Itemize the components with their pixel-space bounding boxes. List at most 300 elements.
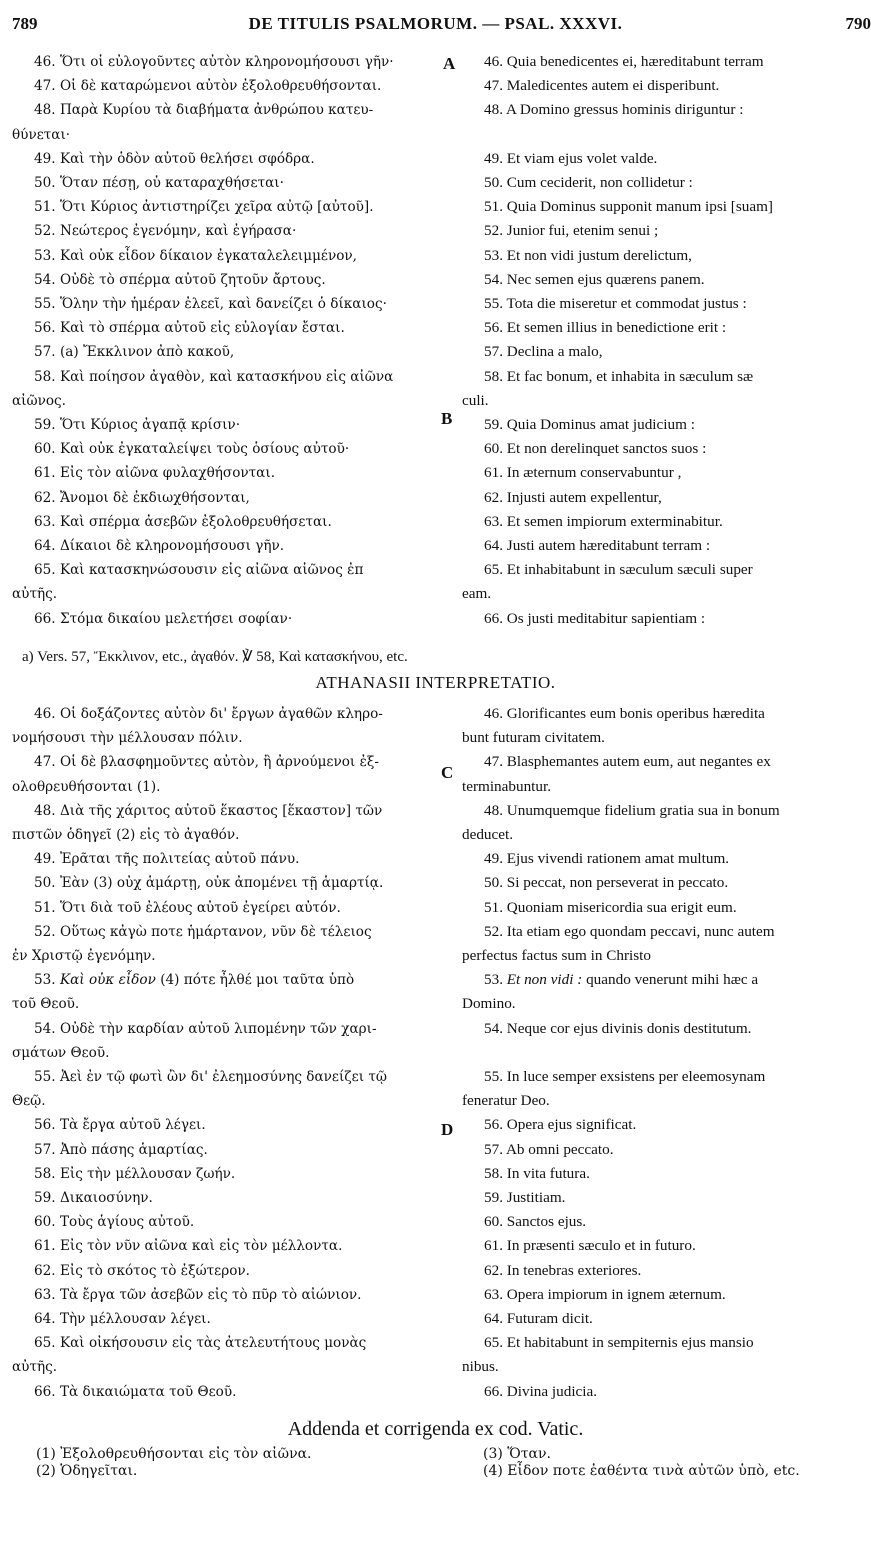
verse-text: Οὕτως κἀγὼ ποτε ἡμάρτανον, νῦν δὲ τέλειος — [59, 923, 372, 940]
verse-text: In luce semper exsistens per eleemosynam — [506, 1068, 766, 1086]
greek-line — [12, 1283, 440, 1307]
footnotes-right — [483, 1446, 800, 1480]
verse-text: Θεῷ. — [12, 1093, 46, 1110]
verse-text: A Domino gressus hominis diriguntur : — [505, 101, 744, 119]
verse-number: 61. — [34, 1238, 60, 1255]
verse-text: Καὶ ποίησον ἀγαθὸν, καὶ κατασκήνου εἰς αἰῶνα — [59, 368, 394, 385]
page-header — [0, 14, 871, 40]
greek-line — [12, 1041, 440, 1065]
latin-line — [462, 316, 871, 340]
latin-line — [462, 871, 871, 895]
verse-number: 57. — [34, 344, 60, 361]
verse-number: 47. — [34, 754, 60, 771]
verse-text: In vita futura. — [506, 1164, 590, 1182]
verse-text: Nec semen ejus quærens panem. — [506, 270, 705, 288]
latin-line — [462, 486, 871, 510]
latin-line — [462, 413, 871, 437]
verse-text: Καὶ σπέρμα ἀσεβῶν ἐξολοθρευθήσεται. — [59, 513, 332, 530]
verse-number: 60. — [484, 1213, 507, 1231]
greek-line — [12, 1162, 440, 1186]
greek-line — [12, 1089, 440, 1113]
verse-number: 51. — [484, 198, 507, 216]
footnotes-left — [36, 1446, 311, 1480]
greek-line — [12, 147, 440, 171]
latin-line — [462, 534, 871, 558]
latin-line — [462, 1186, 871, 1210]
latin-line — [462, 992, 871, 1016]
verse-number: 58. — [484, 367, 507, 385]
verse-text: Οἱ δὲ καταρώμενοι αὐτὸν ἐξολοθρευθήσονται. — [59, 78, 382, 95]
verse-number: 65. — [484, 561, 507, 579]
verse-number: 62. — [484, 488, 507, 506]
verse-text: Οὐδὲ τὸ σπέρμα αὐτοῦ ζητοῦν ἄρτους. — [59, 271, 326, 288]
verse-text: bunt futuram civitatem. — [462, 729, 605, 747]
verse-text: Ἀπὸ πάσης ἁμαρτίας. — [59, 1141, 208, 1158]
verse-number: 56. — [34, 320, 60, 337]
greek-line — [12, 244, 440, 268]
verse-number: 57. — [34, 1141, 60, 1158]
footnote-2: (2) Ὁδηγεῖται. — [36, 1463, 138, 1479]
latin-line — [462, 1259, 871, 1283]
verse-text: Ab omni peccato. — [505, 1140, 614, 1158]
verse-number: 46. — [484, 53, 507, 70]
latin-line — [462, 582, 871, 606]
greek-line — [12, 1355, 440, 1379]
verse-text: Blasphemantes autem eum, aut negantes ex — [506, 753, 771, 771]
latin-line — [462, 1017, 871, 1041]
verse-text: Καὶ τὸ σπέρμα αὐτοῦ εἰς εὐλογίαν ἔσται. — [59, 320, 345, 337]
latin-line — [462, 607, 871, 631]
greek-line — [12, 1113, 440, 1137]
latin-line — [462, 1089, 871, 1113]
latin-line — [462, 1113, 871, 1137]
verse-number: 46. — [484, 705, 507, 722]
verse-text: Στόμα δικαίου μελετήσει σοφίαν· — [59, 610, 293, 627]
verse-number: 58. — [484, 1164, 507, 1182]
latin-line — [462, 510, 871, 534]
greek-text-bottom — [12, 702, 440, 1404]
verse-text: ἐν Χριστῷ ἐγενόμην. — [12, 948, 156, 965]
verse-text: σμάτων Θεοῦ. — [12, 1044, 110, 1061]
verse-text: νομήσουσι τὴν μέλλουσαν πόλιν. — [12, 730, 243, 747]
latin-line — [462, 1041, 871, 1065]
greek-line — [12, 775, 440, 799]
greek-line — [12, 871, 440, 895]
verse-text: Τὰ δικαιώματα τοῦ Θεοῦ. — [59, 1383, 237, 1400]
verse-number: 48. — [484, 801, 507, 819]
verse-number: 60. — [34, 1214, 60, 1231]
verse-text: Τὰ ἔργα αὐτοῦ λέγει. — [59, 1117, 206, 1134]
verse-number: 63. — [34, 1286, 60, 1303]
verse-text: Ὅτι διὰ τοῦ ἐλέους αὐτοῦ ἐγείρει αὐτόν. — [59, 899, 341, 916]
verse-text: Cum ceciderit, non collidetur : — [506, 174, 693, 192]
greek-line — [12, 486, 440, 510]
latin-line — [462, 558, 871, 582]
verse-number: 64. — [34, 1311, 60, 1328]
latin-line — [462, 1355, 871, 1379]
verse-text: Καὶ οὐκ εἶδον (4) πότε ἦλθέ μοι ταῦτα ὑπὸ — [59, 972, 355, 989]
verse-number: 59. — [34, 1190, 60, 1207]
verse-text: Os justi meditabitur sapientiam : — [506, 609, 706, 627]
latin-line — [462, 1307, 871, 1331]
verse-number: 62. — [34, 1262, 60, 1279]
latin-line — [462, 1380, 871, 1404]
verse-number: 61. — [34, 465, 60, 482]
verse-number: 61. — [484, 1237, 507, 1255]
latin-line — [462, 123, 871, 147]
latin-line — [462, 968, 871, 992]
verse-text: Ἄνομοι δὲ ἐκδιωχθήσονται, — [59, 489, 250, 506]
latin-line — [462, 944, 871, 968]
greek-line — [12, 750, 440, 774]
verse-text: Justi autem hæreditabunt terram : — [506, 537, 711, 555]
latin-line — [462, 50, 871, 74]
verse-text: Εἰς τὸ σκότος τὸ ἐξώτερον. — [59, 1262, 250, 1279]
section-title: ATHANASII INTERPRETATIO. — [315, 673, 556, 692]
latin-line — [462, 702, 871, 726]
greek-line — [12, 171, 440, 195]
latin-line — [462, 365, 871, 389]
verse-text: Et viam ejus volet valde. — [506, 149, 658, 167]
verse-text: αὐτῆς. — [12, 586, 58, 603]
verse-text: nibus. — [462, 1358, 499, 1376]
verse-number: 64. — [484, 1310, 507, 1328]
verse-text: Et non vidi : quando venerunt mihi hæc a — [506, 971, 759, 989]
verse-number: 62. — [484, 1261, 507, 1279]
verse-number: 62. — [34, 489, 60, 506]
footnote-4: (4) Εἶδον ποτε ἐαθέντα τινὰ αὐτῶν ὑπὸ, etc. — [483, 1463, 800, 1479]
greek-line — [12, 799, 440, 823]
latin-line — [462, 799, 871, 823]
verse-text: Καὶ οὐκ εἶδον δίκαιον ἐγκαταλελειμμένον, — [59, 247, 358, 264]
margin-marker-c: C — [441, 763, 454, 782]
verse-text: Et non vidi justum derelictum, — [506, 246, 692, 264]
verse-text: Εἰς τὴν μέλλουσαν ζωήν. — [59, 1165, 236, 1182]
verse-text: deducet. — [462, 826, 514, 844]
verse-text: eam. — [462, 585, 492, 603]
latin-line — [462, 219, 871, 243]
verse-number: 53. — [484, 971, 507, 989]
verse-text: Δικαιοσύνην. — [59, 1190, 153, 1207]
verse-number: 65. — [34, 562, 60, 579]
verse-number: 66. — [34, 610, 60, 627]
greek-line — [12, 1186, 440, 1210]
verse-number: 56. — [34, 1117, 60, 1134]
verse-text: Divina judicia. — [506, 1382, 598, 1400]
verse-text: Ὅτι Κύριος ἀγαπᾷ κρίσιν· — [59, 417, 241, 434]
verse-number: 63. — [484, 1285, 507, 1303]
verse-number: 64. — [484, 537, 507, 555]
latin-line — [462, 750, 871, 774]
verse-number: 52. — [484, 922, 507, 940]
latin-line — [462, 98, 871, 122]
greek-line — [12, 365, 440, 389]
greek-line — [12, 920, 440, 944]
verse-text: αἰῶνος. — [12, 392, 66, 409]
verse-number: 63. — [34, 513, 60, 530]
verse-number: 46. — [34, 706, 60, 722]
verse-text: Τοὺς ἁγίους αὐτοῦ. — [59, 1214, 195, 1231]
verse-text: Declina a malo, — [506, 343, 603, 361]
verse-number: 61. — [484, 464, 507, 482]
greek-line — [12, 461, 440, 485]
verse-number: 52. — [34, 923, 60, 940]
verse-text: Εἰς τὸν νῦν αἰῶνα καὶ εἰς τὸν μέλλοντα. — [59, 1238, 343, 1255]
verse-text: Justitiam. — [506, 1189, 566, 1207]
verse-text: ολοθρευθήσονται (1). — [12, 778, 161, 795]
greek-line — [12, 726, 440, 750]
verse-number: 51. — [34, 199, 60, 216]
verse-text: Et non derelinquet sanctos suos : — [506, 440, 707, 458]
greek-line — [12, 944, 440, 968]
verse-number: 47. — [484, 77, 507, 95]
greek-line — [12, 437, 440, 461]
verse-text: Εἰς τὸν αἰῶνα φυλαχθήσονται. — [59, 465, 276, 482]
verse-text: terminabuntur. — [462, 777, 551, 795]
verse-number: 54. — [484, 1019, 507, 1037]
verse-text: θύνεται· — [12, 126, 71, 143]
latin-line — [462, 74, 871, 98]
verse-text: Ejus vivendi rationem amat multum. — [506, 850, 730, 868]
verse-text: Ἐὰν (3) οὐχ ἁμάρτῃ, οὐκ ἀπομένει τῇ ἁμαρτίᾳ. — [59, 875, 384, 892]
page-number-right: 790 — [845, 14, 871, 33]
verse-text: Οἱ δὲ βλασφημοῦντες αὐτὸν, ἢ ἀρνούμενοι ἐξ- — [59, 754, 379, 771]
verse-number: 66. — [484, 1382, 507, 1400]
verse-text: Ita etiam ego quondam peccavi, nunc autem — [506, 922, 775, 940]
greek-line — [12, 98, 440, 122]
latin-line — [462, 195, 871, 219]
verse-number: 66. — [484, 609, 507, 627]
verse-text: Et habitabunt in sempiternis ejus mansio — [506, 1334, 754, 1352]
verse-text: Καὶ κατασκηνώσουσιν εἰς αἰῶνα αἰῶνος ἐπ — [59, 562, 364, 579]
verse-number: 53. — [484, 246, 507, 264]
verse-text: Opera impiorum in ignem æternum. — [506, 1285, 726, 1303]
verse-number: 56. — [484, 319, 507, 337]
verse-text: Παρὰ Κυρίου τὰ διαβήματα ἀνθρώπου κατευ- — [59, 102, 374, 119]
verse-number: 53. — [34, 972, 60, 989]
verse-number: 52. — [484, 222, 507, 240]
verse-text: Quia Dominus supponit manum ipsi [suam] — [506, 198, 773, 216]
addenda-title: Addenda et corrigenda ex cod. Vatic. — [287, 1418, 584, 1440]
latin-line — [462, 1138, 871, 1162]
greek-line — [12, 1017, 440, 1041]
verse-number: 60. — [34, 441, 60, 458]
verse-number: 60. — [484, 440, 507, 458]
margin-marker-b: B — [441, 409, 453, 428]
verse-number: 57. — [484, 343, 507, 361]
margin-marker-a: A — [443, 54, 456, 73]
greek-line — [12, 823, 440, 847]
greek-text-top — [12, 50, 440, 631]
verse-text: Quia Dominus amat judicium : — [506, 416, 695, 434]
latin-line — [462, 847, 871, 871]
verse-number: 50. — [34, 175, 60, 192]
latin-line — [462, 1162, 871, 1186]
verse-text: Si peccat, non perseverat in peccato. — [506, 874, 729, 892]
verse-number: 47. — [484, 753, 507, 771]
latin-line — [462, 1210, 871, 1234]
margin-marker-d: D — [441, 1120, 454, 1139]
verse-text: Καὶ τὴν ὁδὸν αὐτοῦ θελήσει σφόδρα. — [59, 150, 315, 167]
verse-text: feneratur Deo. — [462, 1092, 550, 1110]
verse-number: 65. — [484, 1334, 507, 1352]
verse-number: 50. — [34, 875, 60, 892]
greek-line — [12, 607, 440, 631]
greek-line — [12, 534, 440, 558]
latin-line — [462, 1065, 871, 1089]
latin-line — [462, 823, 871, 847]
verse-number: 55. — [34, 296, 60, 313]
verse-text: Et fac bonum, et inhabita in sæculum sæ — [506, 367, 754, 385]
verse-number: 64. — [34, 538, 60, 555]
greek-line — [12, 1380, 440, 1404]
greek-line — [12, 219, 440, 243]
verse-text: In tenebras exteriores. — [506, 1261, 642, 1279]
verse-number: 59. — [484, 1189, 507, 1207]
greek-line — [12, 992, 440, 1016]
greek-line — [12, 847, 440, 871]
verse-text: Οἱ δοξάζοντες αὐτὸν δι' ἔργων ἀγαθῶν κληρο- — [59, 706, 383, 722]
greek-line — [12, 1307, 440, 1331]
verse-text: Opera ejus significat. — [506, 1116, 637, 1134]
verse-text: πιστῶν ὁδηγεῖ (2) εἰς τὸ ἀγαθόν. — [12, 827, 240, 844]
verse-number: 51. — [484, 898, 507, 916]
verse-text: Τὰ ἔργα τῶν ἀσεβῶν εἰς τὸ πῦρ τὸ αἰώνιον. — [59, 1286, 362, 1303]
verse-number: 55. — [484, 1068, 507, 1086]
greek-line — [12, 74, 440, 98]
verse-text: Et semen illius in benedictione erit : — [506, 319, 727, 337]
verse-text: Τὴν μέλλουσαν λέγει. — [59, 1311, 211, 1328]
verse-text: Glorificantes eum bonis operibus hæredita — [506, 705, 765, 722]
latin-line — [462, 896, 871, 920]
verse-number: 54. — [34, 1020, 60, 1037]
greek-line — [12, 896, 440, 920]
latin-line — [462, 292, 871, 316]
latin-line — [462, 389, 871, 413]
page-number-left: 789 — [12, 14, 38, 33]
greek-line — [12, 1065, 440, 1089]
greek-line — [12, 413, 440, 437]
latin-line — [462, 1331, 871, 1355]
verse-number: 50. — [484, 874, 507, 892]
verse-text: In præsenti sæculo et in futuro. — [506, 1237, 696, 1255]
verse-text: Ὅλην τὴν ἡμέραν ἐλεεῖ, καὶ δανείζει ὁ δίκαιος· — [59, 296, 387, 313]
verse-text: Καὶ οἰκήσουσιν εἰς τὰς ἀτελευτήτους μονὰς — [59, 1335, 367, 1352]
verse-number: 65. — [34, 1335, 60, 1352]
verse-text: Junior fui, etenim senui ; — [506, 222, 659, 240]
greek-line — [12, 1259, 440, 1283]
latin-line — [462, 268, 871, 292]
verse-text: Domino. — [462, 995, 516, 1013]
verse-text: Tota die miseretur et commodat justus : — [506, 295, 747, 313]
verse-text: culi. — [462, 391, 489, 409]
verse-number: 48. — [484, 101, 506, 119]
greek-line — [12, 389, 440, 413]
verse-text: (a) Ἔκκλινον ἀπὸ κακοῦ, — [59, 344, 235, 361]
greek-line — [12, 1210, 440, 1234]
verse-number: 48. — [34, 102, 60, 119]
greek-line — [12, 268, 440, 292]
verse-text: Unumquemque fidelium gratia sua in bonum — [506, 801, 780, 819]
verse-number: 54. — [34, 271, 60, 288]
verse-number: 66. — [34, 1383, 60, 1400]
greek-line — [12, 558, 440, 582]
latin-line — [462, 1283, 871, 1307]
verse-number: 52. — [34, 223, 60, 240]
greek-line — [12, 1138, 440, 1162]
verse-text: Διὰ τῆς χάριτος αὐτοῦ ἕκαστος [ἕκαστον] τῶν — [59, 802, 383, 819]
greek-line — [12, 968, 440, 992]
verse-text: Et inhabitabunt in sæculum sæculi super — [506, 561, 753, 579]
verse-number: 63. — [484, 512, 507, 530]
verse-number: 55. — [484, 295, 507, 313]
latin-line — [462, 171, 871, 195]
verse-text: Maledicentes autem ei disperibunt. — [506, 77, 720, 95]
greek-line — [12, 340, 440, 364]
verse-number: 58. — [34, 1165, 60, 1182]
verse-number: 48. — [34, 802, 60, 819]
verse-text: In æternum conservabuntur , — [506, 464, 682, 482]
latin-line — [462, 340, 871, 364]
verse-number: 55. — [34, 1069, 60, 1086]
verse-number: 53. — [34, 247, 60, 264]
greek-line — [12, 316, 440, 340]
verse-text: αὐτῆς. — [12, 1359, 58, 1376]
verse-text: Ἀεὶ ἐν τῷ φωτὶ ὢν δι' ἐλεημοσύνης δανείζει τῷ — [59, 1069, 387, 1086]
verse-text: Νεώτερος ἐγενόμην, καὶ ἐγήρασα· — [59, 223, 297, 240]
latin-line — [462, 726, 871, 750]
verse-text: Neque cor ejus divinis donis destitutum. — [506, 1019, 752, 1037]
verse-text: Quoniam misericordia sua erigit eum. — [506, 898, 737, 916]
verse-text: Injusti autem expellentur, — [506, 488, 662, 506]
verse-text: Futuram dicit. — [506, 1310, 593, 1328]
verse-number: 49. — [34, 150, 60, 167]
running-title: DE TITULIS PSALMORUM. — PSAL. XXXVI. — [248, 14, 623, 33]
latin-line — [462, 244, 871, 268]
verse-text: τοῦ Θεοῦ. — [12, 996, 80, 1013]
greek-line — [12, 50, 440, 74]
footnote-1: (1) Ἐξολοθρευθήσονται εἰς τὸν αἰῶνα. — [36, 1446, 312, 1462]
verse-number: 51. — [34, 899, 60, 916]
verse-number: 58. — [34, 368, 60, 385]
verse-number: 59. — [34, 417, 60, 434]
verse-number: 46. — [34, 54, 60, 70]
latin-line — [462, 147, 871, 171]
greek-line — [12, 195, 440, 219]
greek-line — [12, 510, 440, 534]
greek-line — [12, 1234, 440, 1258]
latin-line — [462, 775, 871, 799]
verse-number: 54. — [484, 270, 507, 288]
verse-number: 49. — [484, 850, 507, 868]
verse-number: 57. — [484, 1140, 506, 1158]
footnote-a: a) Vers. 57, Ἔκκλινον, etc., ἀγαθόν. ℣ 58, Καὶ κατασκήνου, etc. — [22, 649, 408, 665]
verse-text: Sanctos ejus. — [506, 1213, 587, 1231]
verse-text: Ὅτι Κύριος ἀντιστηρίζει χεῖρα αὐτῷ [αὐτοῦ]. — [59, 199, 374, 216]
latin-line — [462, 1234, 871, 1258]
latin-line — [462, 920, 871, 944]
verse-number: 50. — [484, 174, 507, 192]
verse-text: Δίκαιοι δὲ κληρονομήσουσι γῆν. — [59, 538, 285, 555]
latin-line — [462, 461, 871, 485]
latin-line — [462, 437, 871, 461]
verse-text: Ἐρᾶται τῆς πολιτείας αὐτοῦ πάνυ. — [59, 851, 300, 868]
greek-line — [12, 123, 440, 147]
greek-line — [12, 702, 440, 726]
greek-line — [12, 582, 440, 606]
verse-number: 49. — [34, 851, 60, 868]
footnote-3: (3) Ὅταν. — [483, 1446, 551, 1462]
